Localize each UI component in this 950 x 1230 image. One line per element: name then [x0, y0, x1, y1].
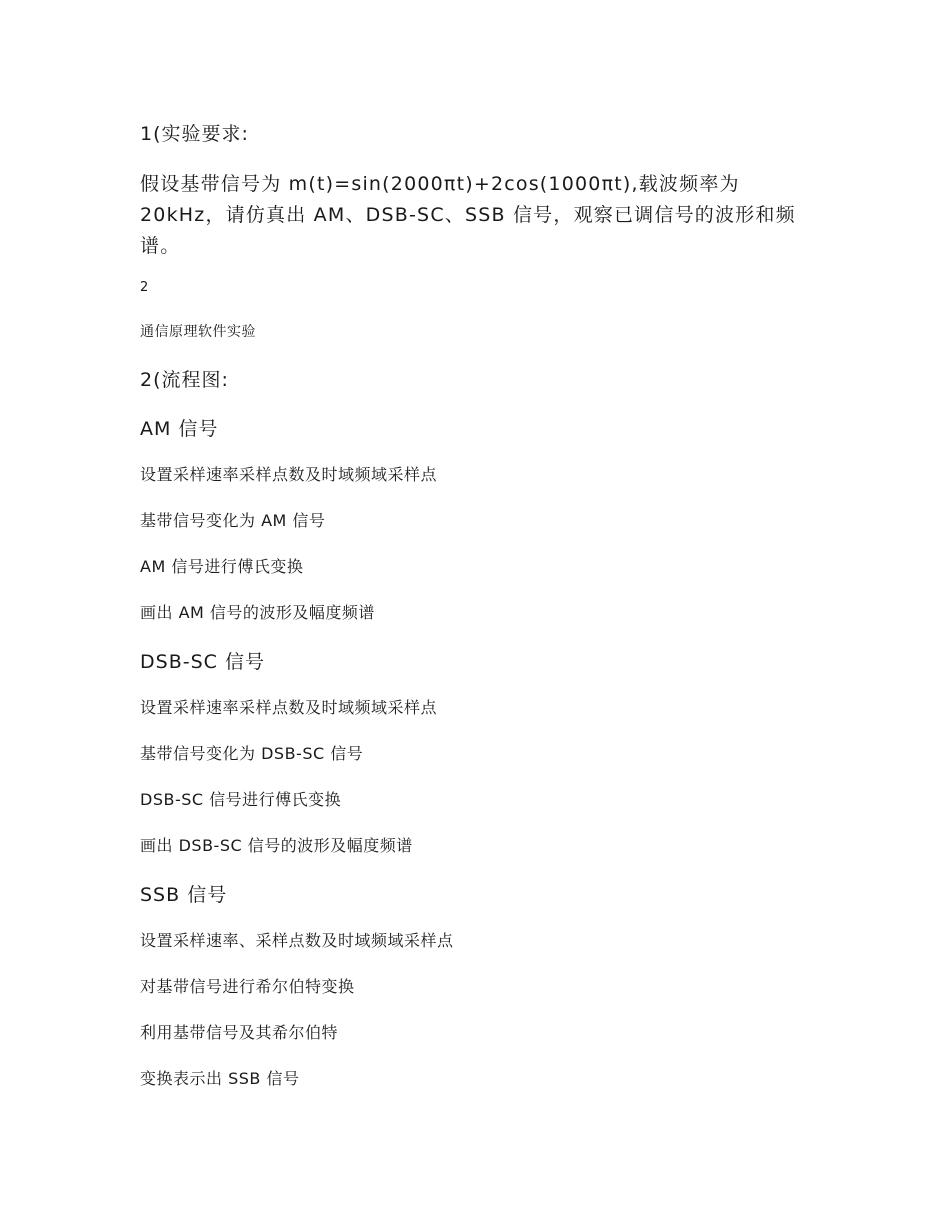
am-step-4: 画出 AM 信号的波形及幅度频谱 [140, 603, 375, 622]
ssb-step-4: 变换表示出 SSB 信号 [140, 1069, 300, 1088]
section2-heading: 2(流程图: [140, 369, 229, 391]
am-heading: AM 信号 [140, 418, 219, 440]
dsb-step-2: 基带信号变化为 DSB-SC 信号 [140, 744, 364, 763]
running-header: 通信原理软件实验 [140, 324, 256, 340]
requirement-line-2: 20kHz，请仿真出 AM、DSB-SC、SSB 信号，观察已调信号的波形和频 [140, 204, 796, 226]
dsb-step-4: 画出 DSB-SC 信号的波形及幅度频谱 [140, 836, 413, 855]
section1-heading: 1(实验要求: [140, 123, 249, 145]
ssb-step-2: 对基带信号进行希尔伯特变换 [140, 977, 355, 996]
am-step-3: AM 信号进行傅氏变换 [140, 557, 304, 576]
am-step-1: 设置采样速率采样点数及时域频域采样点 [140, 465, 438, 484]
requirement-line-3: 谱。 [140, 235, 181, 257]
ssb-heading: SSB 信号 [140, 884, 228, 906]
dsb-step-1: 设置采样速率采样点数及时域频域采样点 [140, 698, 438, 717]
ssb-step-1: 设置采样速率、采样点数及时域频域采样点 [140, 931, 454, 950]
ssb-step-3: 利用基带信号及其希尔伯特 [140, 1023, 339, 1042]
dsb-step-3: DSB-SC 信号进行傅氏变换 [140, 790, 342, 809]
dsb-heading: DSB-SC 信号 [140, 651, 265, 673]
page-number: 2 [140, 280, 149, 295]
requirement-line-1: 假设基带信号为 m(t)=sin(2000πt)+2cos(1000πt),载波频率为 [140, 173, 740, 195]
am-step-2: 基带信号变化为 AM 信号 [140, 511, 326, 530]
